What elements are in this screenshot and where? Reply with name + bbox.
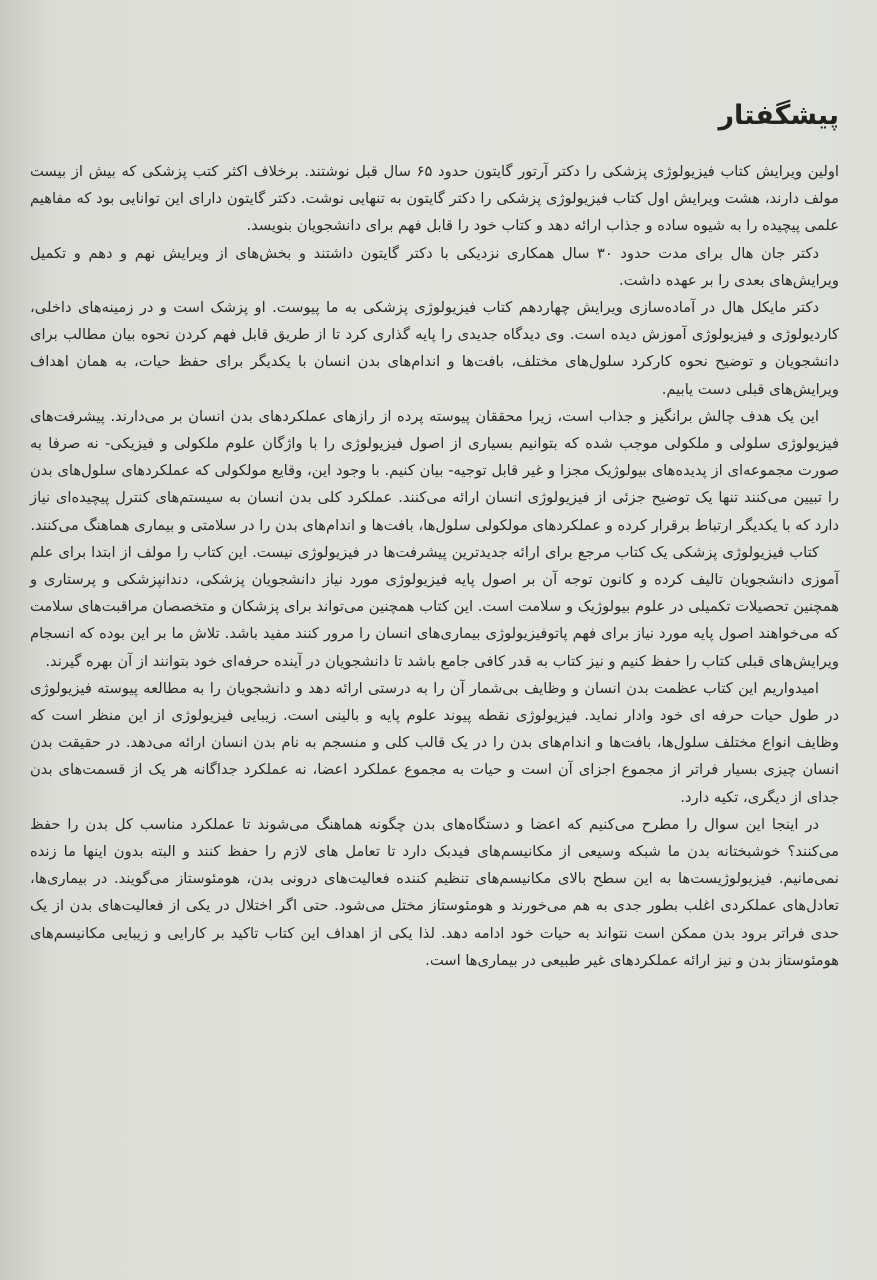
paragraph: اولین ویرایش کتاب فیزیولوژی پزشکی را دکتر آرتور گایتون حدود ۶۵ سال قبل نوشتند. برخلاف اکثر کتب پزشکی که بیش از بیست مولف دارند، هشت ویرایش اول کتاب فیزیولوژی پزشکی را دکتر گایتون به تنهایی نوشت. دکتر گایتون دارای این توانایی بود که مفاهیم علمی پیچیده را به شیوه ساده و جذاب ارائه دهد و کتاب خود را قابل فهم برای دانشجویان بنویسد. <box>30 163 839 235</box>
paragraph: دکتر جان هال برای مدت حدود ۳۰ سال همکاری نزدیکی با دکتر گایتون داشتند و بخش‌های از ویرایش نهم و دهم و تکمیل ویرایش‌های بعدی را بر عهده داشت. <box>30 244 839 289</box>
paragraph: کتاب فیزیولوژی پزشکی یک کتاب مرجع برای ارائه جدیدترین پیشرفت‌ها در فیزیولوژی نیست. این کتاب را مولف از ابتدا برای علم آموزی دانشجویان تالیف کرده و کانون توجه آن بر اصول پایه فیزیولوژی مورد نیاز دانشجویان پزشکی، دندانپزشکی و پرستاری و همچنین تحصیلات تکمیلی در علوم بیولوژیک و سلامت است. این کتاب همچنین می‌تواند برای پزشکان و متخصصان مراقبت‌های سلامت که می‌خواهند اصول پایه مورد نیاز برای فهم پاتوفیزیولوژی بیماری‌های انسان را مرور کنند مفید باشد. تلاش ما بر این بوده که انسجام ویرایش‌های قبلی کتاب را حفظ کنیم و نیز کتاب به قدر کافی جامع باشد تا دانشجویان در آینده حرفه‌ای خود بتوانند از آن بهره گیرند. <box>30 543 839 670</box>
paragraph: دکتر مایکل هال در آماده‌سازی ویرایش چهاردهم کتاب فیزیولوژی پزشکی به ما پیوست. او پزشک است و در زمینه‌های داخلی، کاردیولوژی و فیزیولوژی آموزش دیده است. وی دیدگاه جدیدی را پایه گذاری کرد تا از طریق قابل فهم کردن نحوه بیان مطالب برای دانشجویان و توضیح نحوه کارکرد سلول‌های مختلف، بافت‌ها و اندام‌های بدن انسان با یکدیگر برای حفظ حیات، به همان اهداف ویرایش‌های قبلی دست یابیم. <box>30 299 839 398</box>
page-title: پیشگفتار <box>718 100 839 131</box>
preface-body <box>30 158 839 974</box>
paragraph: امیدواریم این کتاب عظمت بدن انسان و وظایف بی‌شمار آن را به درستی ارائه دهد و دانشجویان را به مطالعه پیوسته فیزیولوژی در طول حیات حرفه ای خود وادار نماید. فیزیولوژی نقطه پیوند علوم پایه و بالینی است. زیبایی فیزیولوژی از این منظر است که وظایف انواع مختلف سلول‌ها، بافت‌ها و اندام‌های بدن را در یک قالب کلی و منسجم به نام بدن انسان ارائه می‌دهد. در حقیقت بدن انسان چیزی بسیار فراتر از مجموع اجزای آن است و حیات به مجموع عملکرد اعضا، نه عملکرد جداگانه هر یک از قسمت‌های بدن جدای از دیگری، تکیه دارد. <box>30 679 839 806</box>
paragraph: در اینجا این سوال را مطرح می‌کنیم که اعضا و دستگاه‌های بدن چگونه هماهنگ می‌شوند تا عملکرد مناسب کل بدن را حفظ می‌کنند؟ خوشبختانه بدن ما شبکه وسیعی از مکانیسم‌های فیدبک دارد تا تعامل های لازم را حفظ کنند و البته بدون اینها ما زنده نمی‌مانیم. فیزیولوژیست‌ها به این سطح بالای مکانیسم‌های تنظیم کننده فعالیت‌های درونی بدن، هومئوستاز می‌گویند. در بیماری‌ها، تعادل‌های عملکردی اغلب بطور جدی به هم می‌خورند و هومئوستاز مختل می‌شود. حتی اگر اختلال در یکی از فعالیت‌های بدن از یک حدی فراتر برود بدن ممکن است نتواند به حیات خود ادامه دهد. لذا یکی از اهداف این کتاب تاکید بر کارایی و زیبایی مکانیسم‌های هومئوستاز بدن و نیز ارائه عملکردهای غیر طبیعی در بیماری‌ها است. <box>30 815 839 969</box>
paragraph: این یک هدف چالش برانگیز و جذاب است، زیرا محققان پیوسته پرده از رازهای عملکردهای بدن انسان بر می‌دارند. پیشرفت‌های فیزیولوژی سلولی و ملکولی موجب شده که بتوانیم بسیاری از اصول فیزیولوژی را با واژگان علوم ملکولی و فیزیکی- نه صرفا به صورت مجموعه‌ای از پدیده‌های بیولوژیک مجزا و غیر قابل توجیه- بیان کنیم. با وجود این، وقایع مولکولی که عملکردهای سلول‌های بدن را تبیین می‌کنند تنها یک توضیح جزئی از فیزیولوژی انسان ارائه می‌کنند. عملکرد کلی بدن انسان به سیستم‌های کنترل پیچیده‌ای نیاز دارد که با یکدیگر ارتباط برقرار کرده و عملکردهای مولکولی سلول‌ها، بافت‌ها و اندام‌های بدن را در سلامتی و بیماری هماهنگ می‌کنند. <box>30 407 839 534</box>
